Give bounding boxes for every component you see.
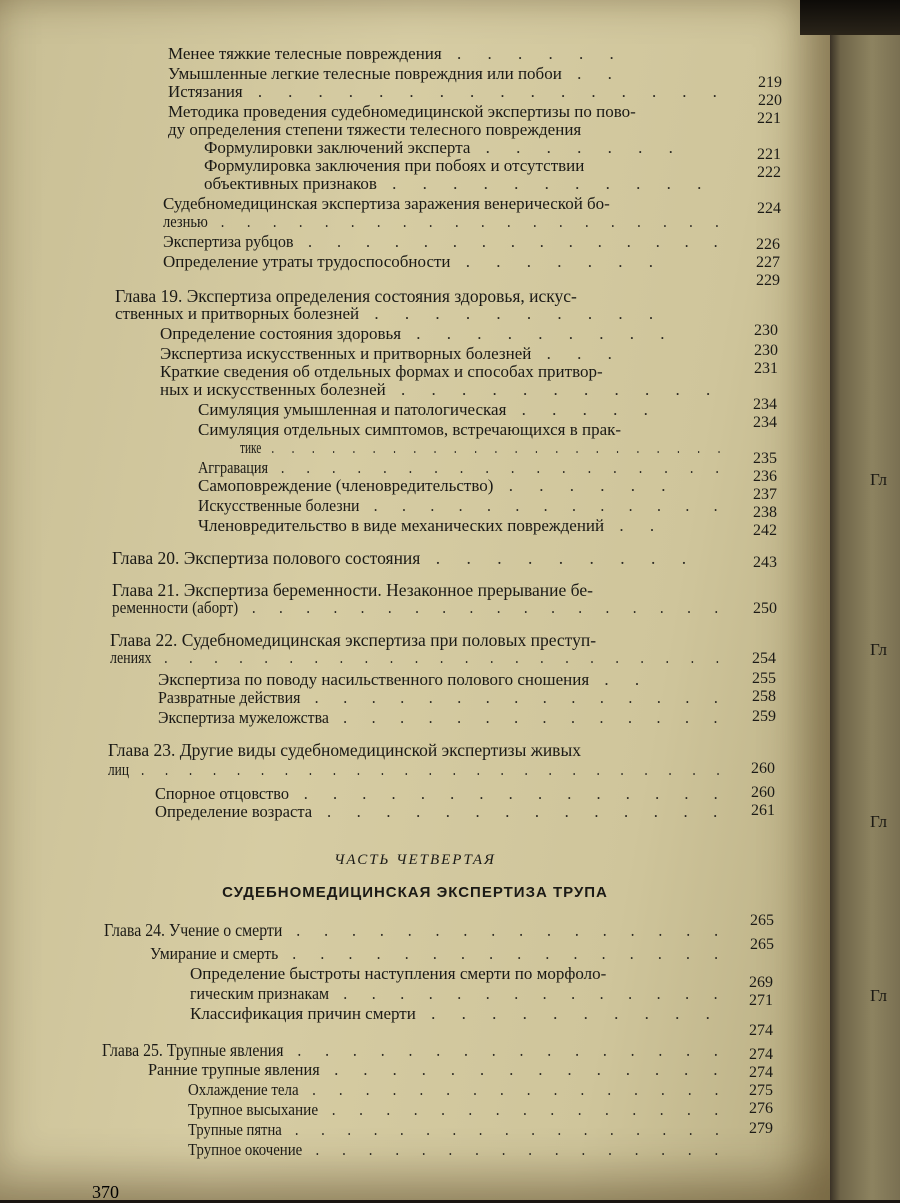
leader-dots: . . . . . . <box>441 44 625 63</box>
leader-dots: . . . . . . . . . . . . . . . . . . <box>268 458 729 477</box>
toc-entry <box>155 802 728 822</box>
page-number: 221 <box>757 110 781 127</box>
page-number: 234 <box>753 414 777 431</box>
toc-entry <box>204 156 584 176</box>
toc-entry <box>168 120 581 140</box>
chapter-entry <box>102 1040 728 1060</box>
page-number: 261 <box>751 802 775 819</box>
entry-title: Экспертиза по поводу насильственного полового сношения <box>158 670 590 689</box>
leader-dots: . . . . . . . . . . . . . . . . <box>298 1080 729 1099</box>
entry-title: Спорное отцовство <box>155 784 290 803</box>
adjacent-page-edge <box>830 0 900 1200</box>
page-number: 221 <box>757 146 781 163</box>
toc-entry <box>168 44 625 64</box>
entry-title: Трупное окочение <box>188 1140 303 1159</box>
entry-title: Глава 25. Трупные явления <box>102 1040 284 1060</box>
entry-title: Членовредительство в виде механических повреждений <box>198 516 605 535</box>
entry-title: Глава 19. Экспертиза определения состояния здоровья, искус- <box>115 286 577 306</box>
toc-entry <box>198 516 665 536</box>
toc-entry <box>188 1080 728 1100</box>
entry-title: тике <box>240 438 262 457</box>
chapter-entry <box>110 630 596 650</box>
entry-title: Глава 22. Судебномедицинская экспертиза при половых преступ- <box>110 630 597 650</box>
toc-entry <box>160 324 676 344</box>
leader-dots: . . . . . . . . . . . . . . . . <box>242 82 728 101</box>
leader-dots: . . . . . . . . . . . . . . . . <box>278 944 729 963</box>
leader-dots: . . <box>604 516 666 535</box>
page-number: 274 <box>749 1022 773 1039</box>
entry-title: Умирание и смерть <box>150 944 279 963</box>
toc-entry <box>115 304 664 324</box>
entry-title: ду определения степени тяжести телесного повреждения <box>168 120 582 139</box>
page-number: 250 <box>753 600 777 617</box>
leader-dots: . . . . . . . . . . . <box>376 174 713 193</box>
toc-entry <box>148 1060 728 1080</box>
leader-dots: . . . . . . . . . . . . . . . <box>293 232 729 251</box>
adjacent-page-label: Гл <box>870 470 888 489</box>
toc-entry <box>163 252 664 272</box>
toc-entry <box>110 648 728 668</box>
page-number: 227 <box>756 254 780 271</box>
toc-entry <box>198 458 728 478</box>
entry-title: Менее тяжкие телесные повреждения <box>168 44 442 63</box>
toc-entry <box>163 212 728 232</box>
toc-entry <box>168 102 636 122</box>
page-number: 220 <box>758 92 782 109</box>
entry-title: Трупные пятна <box>188 1120 282 1139</box>
leader-dots: . . . . . . . . . <box>420 548 698 568</box>
entry-title: Симуляция отдельных симптомов, встречающихся в прак- <box>198 420 622 439</box>
leader-dots: . . <box>561 64 623 83</box>
adjacent-page-label: Гл <box>870 812 888 831</box>
entry-title: Самоповреждение (членовредительство) <box>198 476 494 495</box>
entry-title: Глава 23. Другие виды судебномедицинской экспертизы живых <box>108 740 581 760</box>
page-number: 243 <box>753 554 777 571</box>
page-number: 238 <box>753 504 777 521</box>
toc-entry <box>163 194 610 214</box>
page-number: 231 <box>754 360 778 377</box>
toc-entry <box>108 760 728 780</box>
entry-title: ственных и притворных болезней <box>115 304 360 323</box>
entry-title: Экспертиза мужеложства <box>158 708 329 727</box>
entry-title: Краткие сведения об отдельных формах и способах притвор- <box>160 362 603 381</box>
entry-title: гическим признакам <box>190 984 330 1003</box>
entry-title: Судебномедицинская экспертиза заражения венерической бо- <box>163 194 610 213</box>
page-folio: 370 <box>92 1182 119 1202</box>
toc-entry <box>188 1100 728 1120</box>
leader-dots: . . . . . . . . . <box>401 324 676 343</box>
page-number: 265 <box>750 936 774 953</box>
page-number: 279 <box>749 1120 773 1137</box>
toc-entry <box>158 708 728 728</box>
toc-entry <box>198 476 676 496</box>
page-number: 275 <box>749 1082 773 1099</box>
entry-title: Экспертиза искусственных и притворных болезней <box>160 344 532 363</box>
leader-dots: . . . . . . . . . . . . . . . <box>289 784 729 803</box>
page-number: 230 <box>754 342 778 359</box>
page-number: 274 <box>749 1046 773 1063</box>
leader-dots: . . . . . . . . . . . . . . . . <box>302 1140 728 1159</box>
leader-dots: . . . . . . . . . . . . . <box>359 496 728 515</box>
leader-dots: . . . . . . <box>493 476 677 495</box>
page-number: 222 <box>757 164 781 181</box>
page-number: 260 <box>751 784 775 801</box>
part-heading: ЧАСТЬ ЧЕТВЕРТАЯ <box>334 852 496 868</box>
page-number: 234 <box>753 396 777 413</box>
page-number: 229 <box>756 272 780 289</box>
entry-title: Ранние трупные явления <box>148 1060 320 1079</box>
toc-entry <box>155 784 728 804</box>
page-number: 236 <box>753 468 777 485</box>
page-number: 230 <box>754 322 778 339</box>
entry-title: Истязания <box>168 82 243 101</box>
page-number: 260 <box>751 760 775 777</box>
entry-title: Формулировка заключения при побоях и отсутствии <box>204 156 585 175</box>
leader-dots: . . <box>589 670 651 689</box>
leader-dots: . . . . . . . . . . . . . . . . . . . . . . . <box>151 648 729 667</box>
leader-dots: . . . . . . . . . . . . . . . . . <box>281 1120 729 1139</box>
leader-dots: . . . <box>531 344 623 363</box>
leader-dots: . . . . . . . . . . . . . . . . . . <box>238 598 728 617</box>
entry-title: Охлаждение тела <box>188 1080 299 1099</box>
toc-entry <box>204 174 712 194</box>
leader-dots: . . . . . . . . . . . . . . . . . . . . . . . <box>261 438 728 457</box>
page-number: 274 <box>749 1064 773 1081</box>
entry-title: Методика проведения судебномедицинской экспертизы по пово- <box>168 102 636 121</box>
leader-dots: . . . . . <box>506 400 659 419</box>
toc-entry <box>158 688 728 708</box>
toc-entry <box>163 232 728 252</box>
entry-title: лиц <box>108 760 129 779</box>
page-number: 269 <box>749 974 773 991</box>
leader-dots: . . . . . . . . . . <box>359 304 665 323</box>
page-number: 224 <box>757 200 781 217</box>
page-number: 276 <box>749 1100 773 1117</box>
entry-title: Искусственные болезни <box>198 496 360 515</box>
chapter-entry <box>112 580 593 600</box>
entry-title: Классификация причин смерти <box>190 1004 416 1023</box>
page-number: 235 <box>753 450 777 467</box>
page-number: 271 <box>749 992 773 1009</box>
entry-title: Глава 24. Учение о смерти <box>104 920 283 940</box>
page-number: 219 <box>758 74 782 91</box>
chapter-entry <box>115 286 577 306</box>
entry-title: Экспертиза рубцов <box>163 232 294 251</box>
page-number: 265 <box>750 912 774 929</box>
entry-title: лениях <box>110 648 152 667</box>
toc-entry <box>198 420 621 440</box>
leader-dots: . . . . . . . . . . . . . . <box>319 1060 728 1079</box>
toc-entry <box>190 984 728 1004</box>
toc-entry <box>198 496 728 516</box>
toc-entry <box>204 138 684 158</box>
leader-dots: . . . . . . . . . . . <box>385 380 722 399</box>
entry-title: лезнью <box>163 212 208 231</box>
leader-dots: . . . . . . . . . . . . . . . . . . . . . . . . . <box>128 760 729 779</box>
leader-dots: . . . . . . . . . . . . . . . . . . . . <box>207 212 729 231</box>
toc-entry <box>168 82 728 102</box>
leader-dots: . . . . . . . . . . . . . . . . <box>283 1040 728 1060</box>
page-number: 259 <box>752 708 776 725</box>
toc-entry <box>198 400 659 420</box>
entry-title: Трупное высыхание <box>188 1100 319 1119</box>
toc-entry <box>150 944 728 964</box>
entry-title: Глава 20. Экспертиза полового состояния <box>112 548 421 568</box>
entry-title: Симуляция умышленная и патологическая <box>198 400 507 419</box>
entry-title: Умышленные легкие телесные повреждния или побои <box>168 64 562 83</box>
adjacent-page-label: Гл <box>870 986 888 1005</box>
entry-title: объективных признаков <box>204 174 377 193</box>
entry-title: Определение утраты трудоспособности <box>163 252 451 271</box>
toc-entry <box>160 362 603 382</box>
toc-entry <box>188 1120 728 1140</box>
leader-dots: . . . . . . . <box>450 252 665 271</box>
leader-dots: . . . . . . . . . . . . . . . <box>318 1100 729 1119</box>
chapter-entry <box>104 920 728 940</box>
entry-title: Определение возраста <box>155 802 313 821</box>
page-number: 237 <box>753 486 777 503</box>
entry-title: Аггравация <box>198 458 269 477</box>
toc-entry <box>190 1004 721 1024</box>
chapter-entry <box>112 548 697 568</box>
page-number: 226 <box>756 236 780 253</box>
toc-entry <box>188 1140 728 1160</box>
page-number: 242 <box>753 522 777 539</box>
toc-entry <box>240 438 728 458</box>
chapter-entry <box>108 740 581 760</box>
leader-dots: . . . . . . . <box>470 138 684 157</box>
toc-entry <box>168 64 623 84</box>
leader-dots: . . . . . . . . . . . . . . . <box>300 688 729 707</box>
leader-dots: . . . . . . . . . . <box>415 1004 721 1023</box>
toc-entry <box>190 964 606 984</box>
entry-title: Развратные действия <box>158 688 301 707</box>
section-heading: СУДЕБНОМЕДИЦИНСКАЯ ЭКСПЕРТИЗА ТРУПА <box>222 884 608 901</box>
entry-title: Глава 21. Экспертиза беременности. Незаконное прерывание бе- <box>112 580 593 600</box>
page-number: 255 <box>752 670 776 687</box>
leader-dots: . . . . . . . . . . . . . . <box>312 802 729 821</box>
toc-entry <box>158 670 650 690</box>
page-number: 254 <box>752 650 776 667</box>
toc-entry <box>160 344 623 364</box>
leader-dots: . . . . . . . . . . . . . . <box>329 984 728 1003</box>
entry-title: Формулировки заключений эксперта <box>204 138 471 157</box>
toc-entry <box>112 598 728 618</box>
page-number: 258 <box>752 688 776 705</box>
leader-dots: . . . . . . . . . . . . . . <box>328 708 728 727</box>
entry-title: ных и искусственных болезней <box>160 380 386 399</box>
entry-title: Определение состояния здоровья <box>160 324 402 343</box>
toc-entry <box>160 380 721 400</box>
leader-dots: . . . . . . . . . . . . . . . . <box>282 920 729 940</box>
entry-title: Определение быстроты наступления смерти по морфоло- <box>190 964 607 983</box>
adjacent-page-label: Гл <box>870 640 888 659</box>
entry-title: ременности (аборт) <box>112 598 239 617</box>
